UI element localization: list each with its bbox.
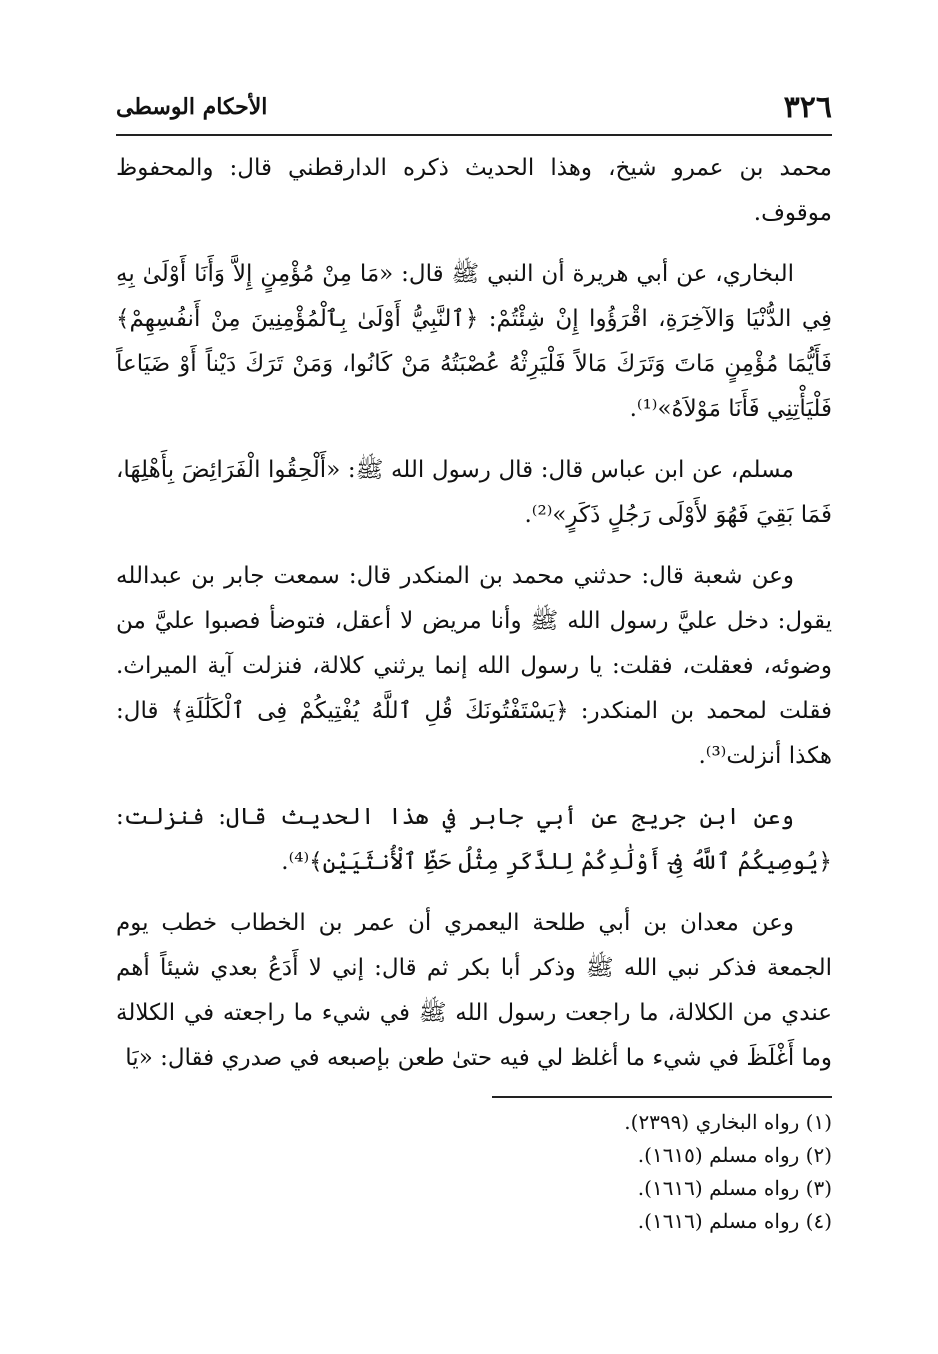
paragraph-2: البخاري، عن أبي هريرة أن النبي ﷺ قال: «مَا مِنْ مُؤْمِنٍ إِلاَّ وَأَنَا أَوْلَىٰ بِهِ فِي الدُّنْيَا وَالآخِرَةِ، اقْرَؤُوا إِنْ شِئْتُمْ: ﴿ٱلنَّبِيُّ أَوْلَىٰ بِٱلْمُؤْمِنِينَ مِنْ أَنفُسِهِمْ﴾ فَأَيُّمَا مُؤْمِنٍ مَاتَ وَتَرَكَ مَالاً فَلْيَرِثْهُ عُصْبَتُهُ مَنْ كَانُوا، وَمَنْ تَرَكَ دَيْناً أَوْ ضَيَاعاً فَلْيَأْتِنِي فَأَنَا مَوْلاَهُ»⁽¹⁾. (116, 261, 832, 422)
footnotes (492, 1096, 832, 1238)
footnote-1: (١) رواه البخاري (٢٣٩٩). (624, 1110, 832, 1134)
main-text (116, 146, 832, 1097)
paragraph-3: مسلم، عن ابن عباس قال: قال رسول الله ﷺ: «أَلْحِقُوا الْفَرَائِضَ بِأَهْلِهَا، فَمَا بَقِيَ فَهُوَ لأَوْلَى رَجُلٍ ذَكَرٍ»⁽²⁾. (116, 457, 832, 528)
paragraph-5: وعن ابن جريج عن أبي جابر في هذا الحديث قال: فنزلت: ﴿يُوصِيكُمُ ٱللَّهُ فِىٓ أَوْلَٰدِكُمْ لِلذَّكَرِ مِثْلُ حَظِّ ٱلْأُنثَيَيْنِ﴾⁽⁴⁾. (116, 804, 832, 875)
paragraph-1: محمد بن عمرو شيخ، وهذا الحديث ذكره الدارقطني قال: والمحفوظ موقوف. (116, 155, 832, 226)
footnote-2: (٢) رواه مسلم (١٦١٥). (637, 1143, 832, 1167)
page-header (116, 88, 832, 136)
footnote-4: (٤) رواه مسلم (١٦١٦). (637, 1209, 832, 1233)
paragraph-6: وعن معدان بن أبي طلحة اليعمري أن عمر بن الخطاب خطب يوم الجمعة فذكر نبي الله ﷺ وذكر أبا بكر ثم قال: إني لا أَدَعُ بعدي شيئاً أهم عندي من الكلالة، ما راجعت رسول الله ﷺ في شيء ما راجعته في الكلالة وما أَغْلَظَ في شيء ما أغلظ لي فيه حتىٰ طعن بإصبعه في صدري فقال: «يَا (116, 910, 832, 1071)
footnote-3: (٣) رواه مسلم (١٦١٦). (637, 1176, 832, 1200)
page-number: ٣٢٦ (783, 90, 832, 125)
paragraph-4: وعن شعبة قال: حدثني محمد بن المنكدر قال: سمعت جابر بن عبدالله يقول: دخل عليَّ رسول الله ﷺ وأنا مريض لا أعقل، فتوضأ فصبوا عليَّ من وضوئه، فعقلت، فقلت: يا رسول الله إنما يرثني كلالة، فنزلت آية الميراث. فقلت لمحمد بن المنكدر: ﴿يَسْتَفْتُونَكَ قُلِ ٱللَّهُ يُفْتِيكُمْ فِى ٱلْكَلَٰلَةِ﴾ قال: هكذا أنزلت⁽³⁾. (116, 563, 832, 769)
running-title: الأحكام الوسطى (116, 94, 268, 120)
